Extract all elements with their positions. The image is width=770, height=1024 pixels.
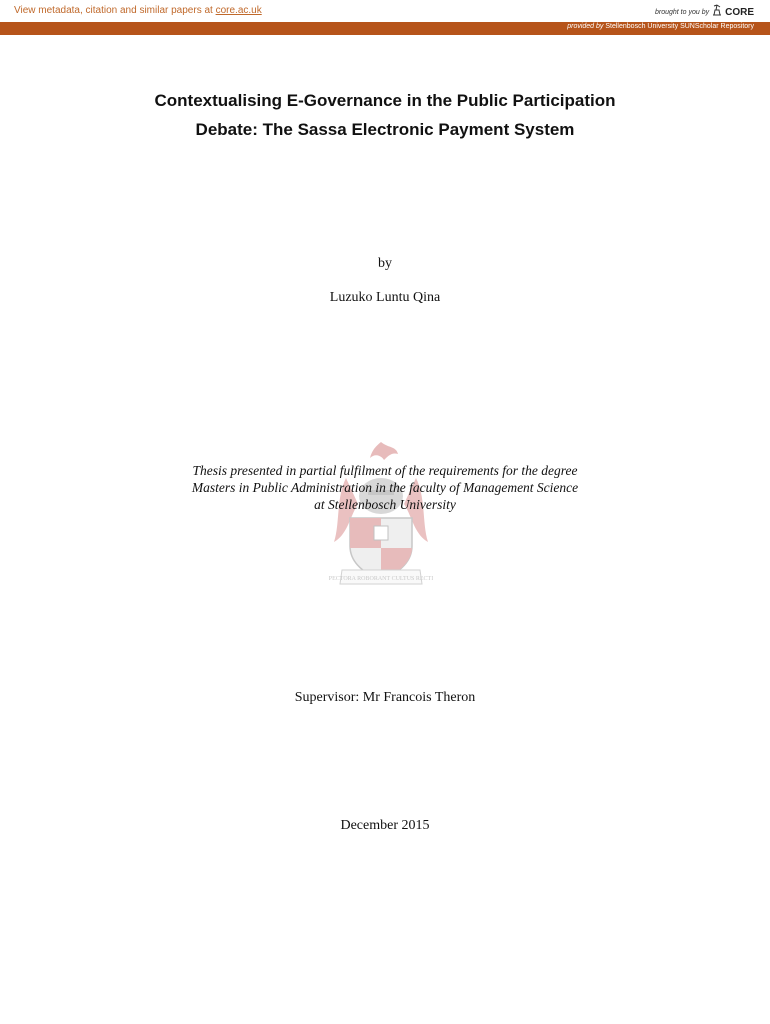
university-crest-icon [326, 438, 436, 588]
provided-by-text[interactable] [567, 23, 754, 30]
core-logo-icon [711, 3, 723, 22]
thesis-title [0, 86, 770, 144]
brought-to-you-by-text: brought to you by [655, 9, 710, 16]
title-line-2: Debate: The Sassa Electronic Payment System [195, 120, 575, 139]
provided-by-source: Stellenbosch University SUNScholar Repository [605, 23, 754, 30]
title-line-1: Contextualising E-Governance in the Public Participation [154, 91, 616, 110]
thesis-line-1: Thesis presented in partial fulfilment of the requirements for the degree [192, 463, 578, 478]
crest-motto: PECTORA ROBORANT CULTUS RECTI [328, 576, 434, 582]
core-logo-text: CORE [725, 7, 754, 18]
core-header-bar [0, 0, 770, 22]
supervisor: Supervisor: Mr Francois Theron [294, 690, 476, 705]
thesis-line-2: Masters in Public Administration in the faculty of Management Science [191, 480, 579, 495]
svg-text:PECTORA ROBORANT CULTUS RECTI [329, 576, 433, 582]
provided-by-label: provided by [567, 23, 604, 30]
thesis-statement [0, 462, 770, 513]
by-label: by [378, 256, 392, 271]
brought-to-you-by[interactable] [655, 3, 754, 22]
provided-by-bar [0, 22, 770, 35]
metadata-text: View metadata, citation and similar papers at [14, 5, 213, 16]
core-link[interactable]: core.ac.uk [215, 5, 262, 16]
author-name: Luzuko Luntu Qina [329, 290, 441, 305]
thesis-line-3: at Stellenbosch University [314, 497, 456, 512]
submission-date: December 2015 [340, 818, 430, 833]
metadata-link-text[interactable] [14, 5, 262, 16]
